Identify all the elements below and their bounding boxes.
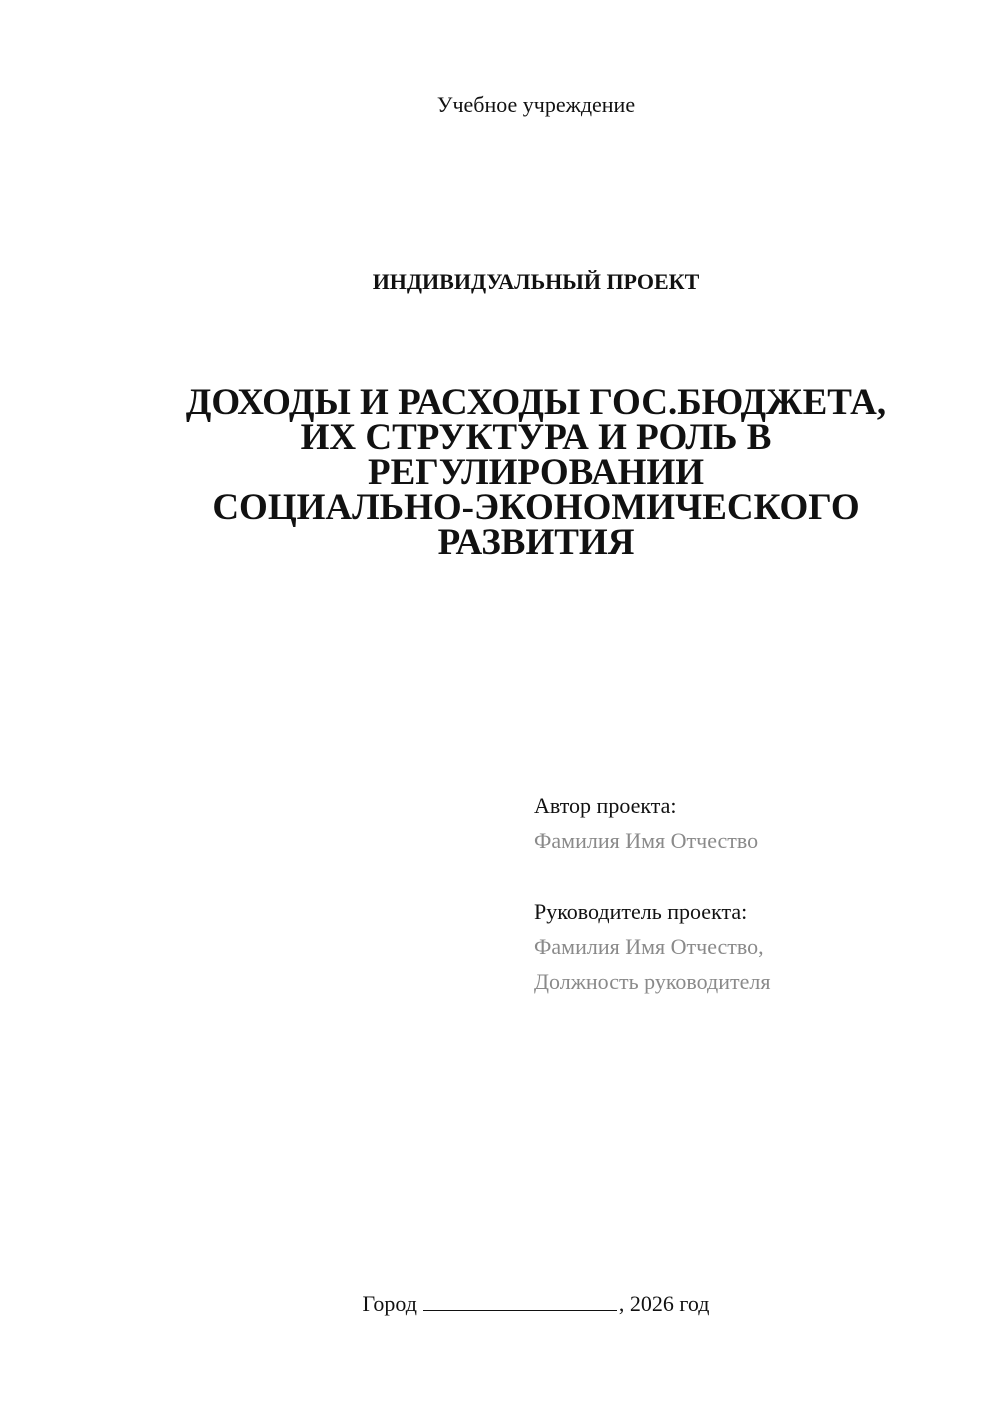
credits-block <box>534 788 974 999</box>
project-title-line: СОЦИАЛЬНО-ЭКОНОМИЧЕСКОГО <box>212 487 860 528</box>
project-title-line: ИХ СТРУКТУРА И РОЛЬ В <box>300 417 772 458</box>
project-title-line: РАЗВИТИЯ <box>437 522 635 563</box>
city-label: Город <box>362 1291 417 1316</box>
city-blank-underline <box>423 1290 617 1311</box>
author-label: Автор проекта: <box>534 793 677 818</box>
credits-spacer <box>534 858 974 894</box>
supervisor-name-placeholder: Фамилия Имя Отчество, <box>534 934 764 959</box>
institution-name: Учебное учреждение <box>436 92 636 117</box>
supervisor-position-placeholder: Должность руководителя <box>534 969 771 994</box>
project-type-heading: ИНДИВИДУАЛЬНЫЙ ПРОЕКТ <box>372 269 700 294</box>
author-name-placeholder: Фамилия Имя Отчество <box>534 828 759 853</box>
city-year-line <box>0 1290 1000 1318</box>
project-title <box>100 382 972 563</box>
year-text: , 2026 год <box>618 1291 710 1316</box>
supervisor-label: Руководитель проекта: <box>534 899 748 924</box>
project-title-line: РЕГУЛИРОВАНИИ <box>367 452 705 493</box>
project-title-line: ДОХОДЫ И РАСХОДЫ ГОС.БЮДЖЕТА, <box>185 382 887 423</box>
